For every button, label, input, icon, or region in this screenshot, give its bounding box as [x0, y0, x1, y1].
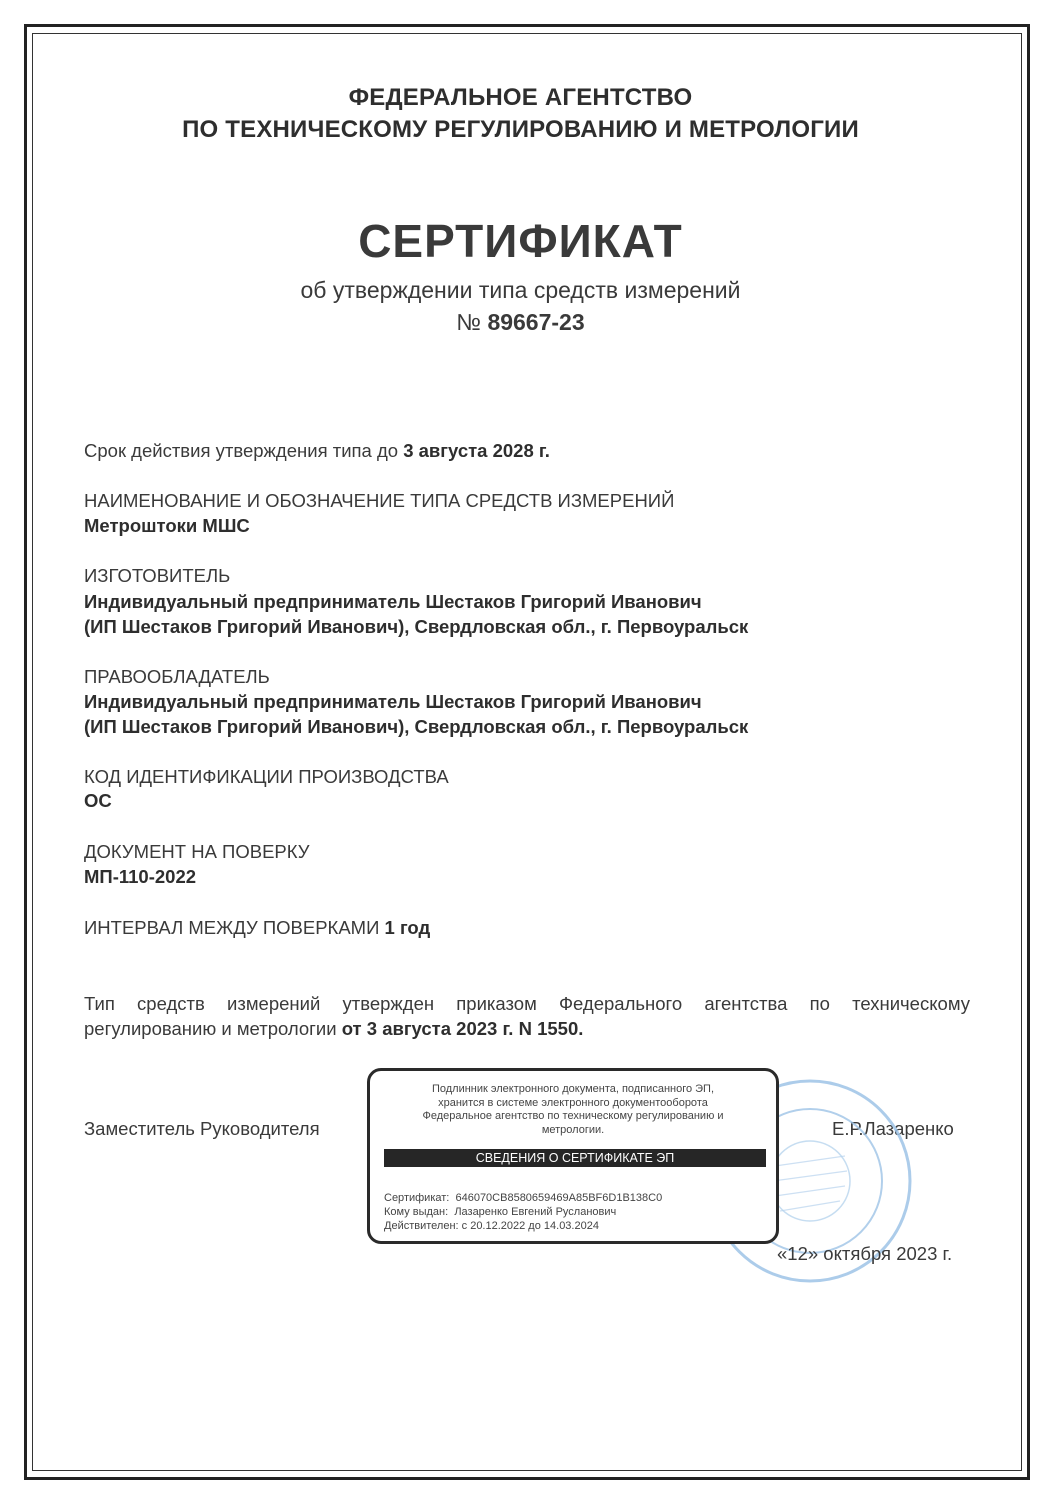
validity-line — [84, 440, 550, 462]
valid-label: Действителен: — [384, 1220, 459, 1232]
rights-holder-line1: Индивидуальный предприниматель Шестаков Григорий Иванович — [84, 691, 702, 712]
e-signature-note — [370, 1083, 776, 1137]
issued-label: Кому выдан: — [384, 1206, 449, 1218]
instrument-value: Метроштоки МШС — [84, 515, 250, 536]
manufacturer-label: ИЗГОТОВИТЕЛЬ — [84, 565, 231, 586]
instrument-label: НАИМЕНОВАНИЕ И ОБОЗНАЧЕНИЕ ТИПА СРЕДСТВ ИЗМЕРЕНИЙ — [84, 490, 675, 511]
production-code-label: КОД ИДЕНТИФИКАЦИИ ПРОИЗВОДСТВА — [84, 766, 449, 787]
cert-value: 646070CB8580659469A85BF6D1B138C0 — [455, 1192, 663, 1204]
signature-date: «12» октября 2023 г. — [777, 1243, 953, 1264]
validity-label: Срок действия утверждения типа до — [84, 440, 399, 461]
agency-name-line2: ПО ТЕХНИЧЕСКОМУ РЕГУЛИРОВАНИЮ И МЕТРОЛОГИИ — [182, 116, 859, 143]
valid-value: с 20.12.2022 до 14.03.2024 — [461, 1220, 599, 1232]
agency-name-line1: ФЕДЕРАЛЬНОЕ АГЕНТСТВО — [348, 84, 693, 111]
certificate-title: СЕРТИФИКАТ — [358, 215, 683, 267]
e-signature-block — [367, 1068, 779, 1244]
certificate-number — [0, 309, 1041, 336]
e-signature-details — [384, 1191, 662, 1233]
validity-value: 3 августа 2028 г. — [403, 440, 550, 461]
e-signature-note-line2: хранится в системе электронного документооборота — [438, 1096, 708, 1109]
issued-value: Лазаренко Евгений Русланович — [454, 1206, 617, 1218]
e-signature-note-line4: метрологии. — [541, 1123, 605, 1136]
issued-row — [384, 1205, 662, 1219]
manufacturer-line1: Индивидуальный предприниматель Шестаков Григорий Иванович — [84, 591, 702, 612]
verification-doc-label: ДОКУМЕНТ НА ПОВЕРКУ — [84, 841, 310, 862]
number-value: 89667-23 — [487, 309, 585, 335]
rights-holder-label: ПРАВООБЛАДАТЕЛЬ — [84, 666, 270, 687]
interval-line — [84, 917, 430, 939]
manufacturer-line2: (ИП Шестаков Григорий Иванович), Свердловская обл., г. Первоуральск — [84, 616, 749, 637]
signatory-position: Заместитель Руководителя — [84, 1118, 320, 1139]
order-text: Тип средств измерений утвержден приказом Федерального агентства по техническому регулированию и метрологии — [84, 993, 970, 1039]
production-code-value: ОС — [84, 790, 112, 811]
e-signature-note-line3: Федеральное агентство по техническому регулированию и — [422, 1110, 724, 1122]
cert-label: Сертификат: — [384, 1192, 450, 1204]
valid-row — [384, 1219, 662, 1233]
number-prefix: № — [456, 309, 482, 335]
cert-row — [384, 1191, 662, 1205]
rights-holder-line2: (ИП Шестаков Григорий Иванович), Свердловская обл., г. Первоуральск — [84, 716, 749, 737]
signatory-name: Е.Р.Лазаренко — [832, 1118, 954, 1139]
order-bold: от 3 августа 2023 г. N 1550. — [341, 1018, 584, 1039]
certificate-subtitle: об утверждении типа средств измерений — [300, 277, 741, 303]
verification-doc-value: МП-110-2022 — [84, 866, 197, 887]
e-signature-note-line1: Подлинник электронного документа, подписанного ЭП, — [431, 1083, 715, 1095]
order-paragraph — [84, 991, 970, 1041]
interval-value: 1 год — [384, 917, 431, 938]
interval-label: ИНТЕРВАЛ МЕЖДУ ПОВЕРКАМИ — [84, 917, 380, 938]
e-signature-header-bar: СВЕДЕНИЯ О СЕРТИФИКАТЕ ЭП — [384, 1149, 766, 1167]
